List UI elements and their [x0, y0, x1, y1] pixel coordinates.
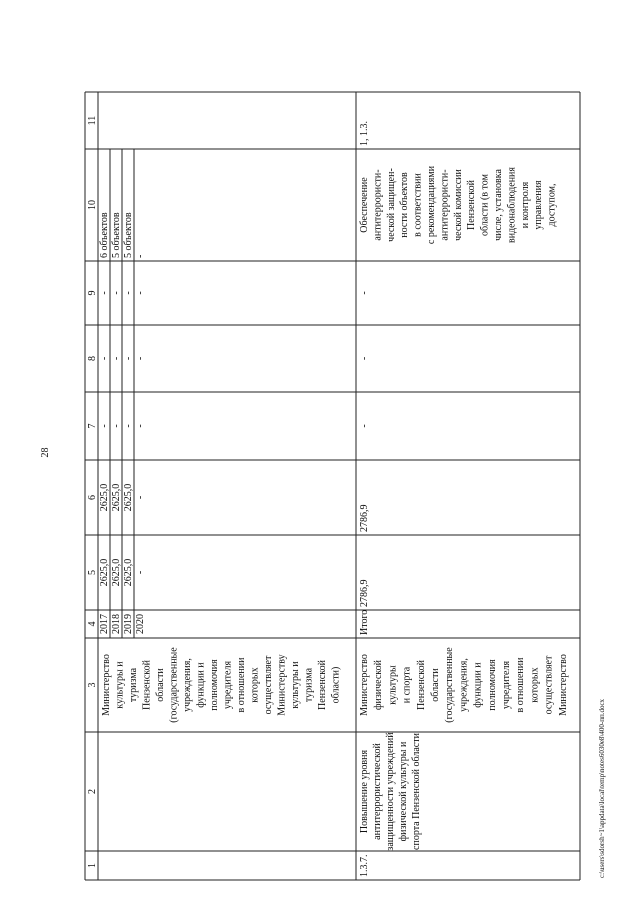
result-line: ческой комиссии: [452, 169, 464, 241]
executor-line: в отношении: [236, 657, 247, 713]
executor-line: которых: [529, 667, 541, 703]
executor-line: функции и: [195, 662, 207, 708]
col5-value: 2625,0: [111, 558, 122, 587]
executor-line: Пензенской: [317, 660, 328, 710]
col10-value: 5 объектов: [123, 212, 134, 258]
column-header-7: 7: [87, 423, 98, 429]
result-line: в соответствии: [412, 173, 424, 237]
file-path: c:\users\sdorsh~1\appdata\local\temp\notes6030e8\400-пп.docx: [598, 698, 606, 878]
total-col6: 2786,9: [359, 504, 370, 532]
col9-value: -: [111, 291, 122, 295]
executor-line: культуры: [387, 665, 399, 705]
executor-line: которых: [249, 667, 261, 703]
executor-line: туризма: [303, 667, 315, 703]
page-number: 28: [40, 447, 51, 458]
executor-line: учредителя: [222, 660, 234, 710]
executor-line: физической: [373, 660, 385, 710]
executor-line: Министерству: [276, 654, 288, 716]
col5-value: 2625,0: [123, 558, 134, 587]
total-col5: 2786,9: [359, 579, 370, 607]
years-value: 2019: [123, 614, 134, 634]
col8-value: -: [123, 356, 134, 361]
result-line: антитеррористи-: [372, 169, 384, 241]
executor-line: учреждения,: [458, 658, 470, 712]
activity-name-line: антитеррористической: [372, 743, 383, 840]
total-col7: -: [359, 424, 370, 428]
executor-line: культуры и: [114, 661, 126, 709]
executor-line: полномочия: [486, 659, 498, 711]
col10-value: 5 объектов: [111, 212, 122, 258]
result-line: антитеррористи-: [439, 169, 451, 241]
col5-value: 2625,0: [99, 558, 110, 587]
executor-line: и спорта: [401, 666, 413, 704]
col5-value: -: [135, 570, 146, 575]
col9-value: -: [123, 291, 134, 295]
col7-value: -: [123, 424, 134, 428]
years-value: 2017: [99, 614, 110, 634]
executor-line: области): [330, 666, 342, 704]
col8-value: -: [111, 356, 122, 361]
activity-name-line: физической культуры и: [398, 741, 409, 842]
executor-line: (государственные: [444, 647, 456, 723]
executor-line: Пензенской: [141, 660, 153, 710]
col6-value: -: [135, 495, 146, 500]
column-header-9: 9: [87, 290, 98, 296]
column-header-3: 3: [87, 682, 98, 688]
executor-line: осуществляет: [543, 655, 555, 715]
executor-line: туризма: [128, 667, 139, 703]
activity-name-line: Повышение уровня: [359, 749, 370, 834]
col9-value: -: [135, 291, 146, 295]
col10-value: -: [135, 254, 146, 258]
executor-line: полномочия: [209, 659, 220, 711]
executor-line: Министерство: [557, 654, 569, 716]
reference: 1, 1.3.: [359, 121, 370, 146]
executor-line: учреждения,: [182, 658, 193, 712]
result-line: и контроля: [519, 181, 531, 229]
col6-value: 2625,0: [99, 483, 110, 512]
column-header-1: 1: [87, 863, 98, 868]
years-value: 2018: [111, 614, 122, 634]
executor-line: Пензенской: [415, 660, 427, 710]
column-header-6: 6: [87, 495, 98, 500]
total-col9: -: [359, 291, 370, 295]
column-header-2: 2: [87, 789, 98, 794]
executor-line: (государственные: [168, 647, 180, 723]
column-header-8: 8: [87, 356, 98, 361]
result-line: Пензенской: [466, 180, 478, 230]
col7-value: -: [135, 424, 146, 428]
executor-line: области: [155, 668, 166, 702]
result-line: с рекомендациями: [426, 165, 437, 245]
col8-value: -: [99, 356, 110, 361]
result-line: ческой защищен-: [385, 168, 397, 242]
row-number: 1.3.7.: [359, 854, 370, 877]
executor-line: области: [430, 668, 441, 702]
result-line: области (в том: [479, 174, 491, 236]
result-line: управления: [533, 180, 545, 230]
total-col8: -: [359, 356, 370, 361]
col7-value: -: [111, 424, 122, 428]
executor-line: функции и: [472, 662, 484, 708]
col8-value: -: [135, 356, 146, 361]
executor-line: осуществляет: [263, 655, 274, 715]
result-line: Обеспечение: [359, 177, 370, 233]
col7-value: -: [99, 424, 110, 428]
column-header-4: 4: [87, 621, 98, 627]
executor-line: культуры и: [290, 661, 301, 709]
result-line: числе, установка: [493, 169, 504, 241]
col9-value: -: [99, 291, 110, 295]
result-line: видеонаблюдения: [506, 166, 518, 244]
col6-value: 2625,0: [111, 483, 122, 512]
activity-name-line: защищенности учреждений: [385, 732, 396, 851]
col10-value: 6 объектов: [99, 212, 110, 258]
years-value: 2020: [135, 614, 146, 634]
activity-name-line: спорта Пензенской области: [411, 733, 422, 850]
col6-value: 2625,0: [123, 483, 134, 512]
executor-line: Министерство: [101, 654, 112, 716]
column-header-10: 10: [87, 200, 98, 210]
column-header-11: 11: [87, 115, 98, 126]
result-line: ности объектов: [399, 172, 411, 238]
table-content: [40, 92, 606, 880]
column-header-5: 5: [87, 570, 98, 575]
executor-line: в отношении: [515, 657, 527, 713]
executor-line: учредителя: [501, 660, 512, 710]
executor-line: Министерство: [359, 654, 370, 716]
total-label: Итого: [359, 609, 370, 635]
result-line: доступом,: [546, 183, 558, 227]
